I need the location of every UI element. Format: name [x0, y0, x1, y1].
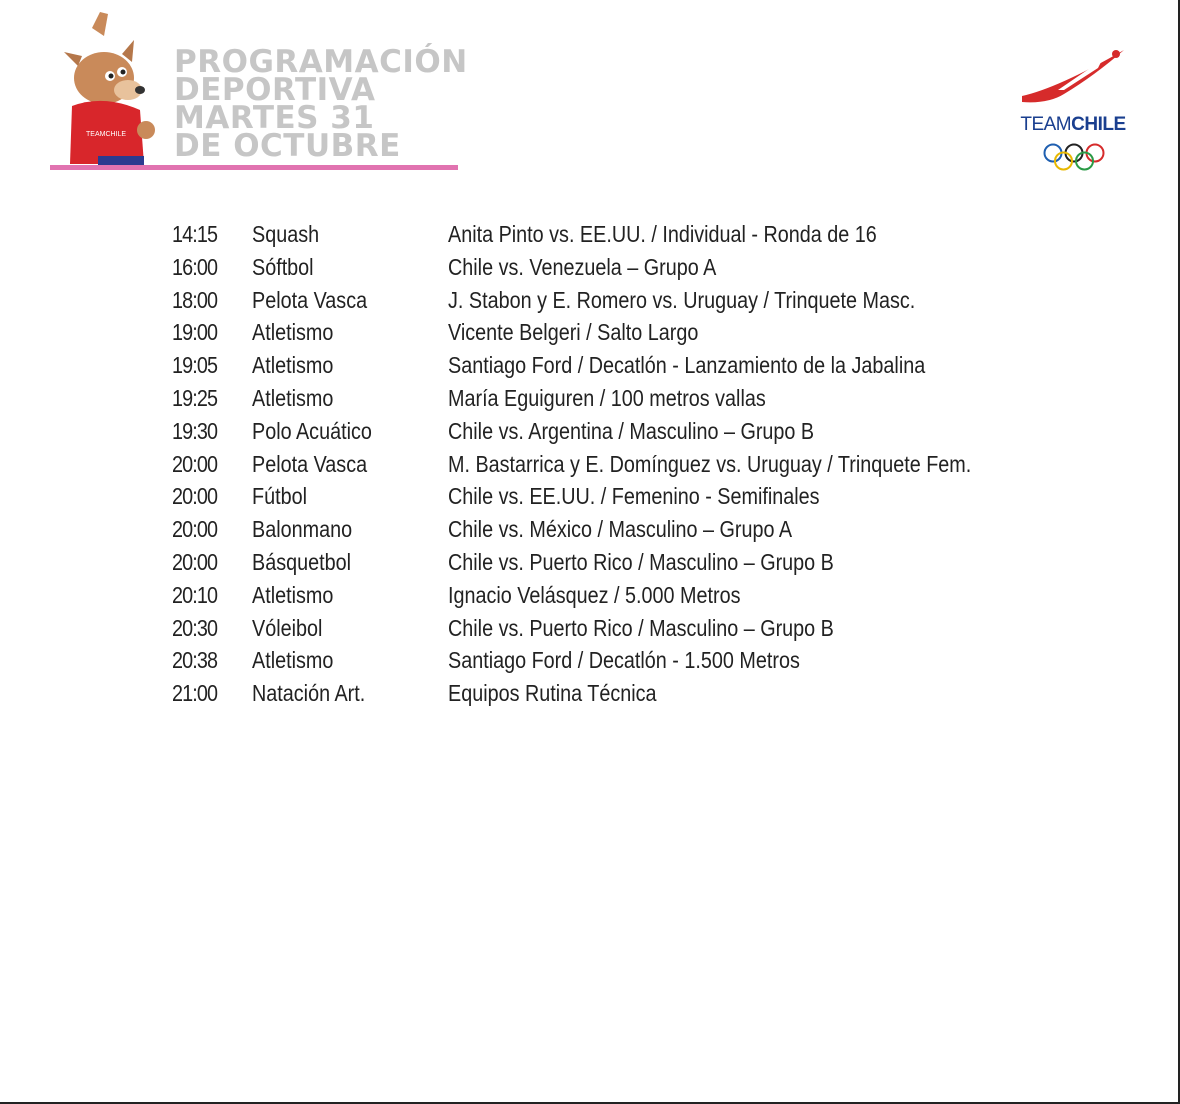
- schedule-row: [172, 480, 1056, 513]
- schedule-time: 20:00: [172, 450, 218, 477]
- olympic-rings-icon: [1042, 142, 1106, 172]
- team-chile-logo: [1014, 44, 1134, 174]
- title-line-1: PROGRAMACIÓN: [174, 44, 468, 80]
- schedule-row: [172, 612, 1056, 645]
- schedule-time: 20:10: [172, 581, 218, 608]
- schedule-time: 20:00: [172, 483, 218, 510]
- schedule-event: Ignacio Velásquez / 5.000 Metros: [448, 581, 741, 608]
- schedule-event: Chile vs. Argentina / Masculino – Grupo B: [448, 417, 815, 444]
- page-title: [174, 44, 468, 164]
- schedule-sport: Atletismo: [252, 319, 334, 346]
- title-line-2: DEPORTIVA: [174, 72, 376, 108]
- schedule-event: María Eguiguren / 100 metros vallas: [448, 384, 766, 411]
- schedule-sport: Básquetbol: [252, 548, 351, 575]
- title-underline: [50, 165, 458, 170]
- schedule-event: Chile vs. Puerto Rico / Masculino – Grupo B: [448, 548, 834, 575]
- schedule-list: [172, 218, 1056, 710]
- schedule-sport: Atletismo: [252, 384, 334, 411]
- schedule-row: [172, 316, 1056, 349]
- schedule-row: [172, 677, 1056, 710]
- schedule-sport: Sóftbol: [252, 253, 314, 280]
- schedule-event: Chile vs. Venezuela – Grupo A: [448, 253, 717, 280]
- schedule-sport: Atletismo: [252, 581, 334, 608]
- schedule-event: Chile vs. Puerto Rico / Masculino – Grupo B: [448, 614, 834, 641]
- title-line-3: MARTES 31: [174, 100, 375, 136]
- svg-text:TEAMCHILE: TEAMCHILE: [86, 131, 127, 138]
- schedule-event: J. Stabon y E. Romero vs. Uruguay / Trinquete Masc.: [448, 286, 916, 313]
- schedule-row: [172, 513, 1056, 546]
- schedule-row: [172, 415, 1056, 448]
- flame-icon: [1018, 46, 1130, 110]
- schedule-sport: Atletismo: [252, 352, 334, 379]
- logo-wordmark: TEAMCHILE: [1020, 114, 1126, 135]
- schedule-time: 20:00: [172, 548, 218, 575]
- schedule-time: 18:00: [172, 286, 218, 313]
- schedule-event: Chile vs. México / Masculino – Grupo A: [448, 516, 793, 543]
- schedule-event: Santiago Ford / Decatlón - Lanzamiento de la Jabalina: [448, 352, 926, 379]
- schedule-time: 20:00: [172, 516, 218, 543]
- schedule-time: 14:15: [172, 221, 218, 247]
- schedule-event: Equipos Rutina Técnica: [448, 680, 657, 707]
- schedule-time: 21:00: [172, 680, 218, 707]
- schedule-event: Anita Pinto vs. EE.UU. / Individual - Ronda de 16: [448, 221, 877, 247]
- schedule-time: 19:00: [172, 319, 218, 346]
- schedule-sport: Atletismo: [252, 647, 334, 674]
- schedule-sport: Polo Acuático: [252, 417, 372, 444]
- schedule-event: Chile vs. EE.UU. / Femenino - Semifinales: [448, 483, 820, 510]
- schedule-time: 16:00: [172, 253, 218, 280]
- schedule-row: [172, 251, 1056, 284]
- schedule-event: Vicente Belgeri / Salto Largo: [448, 319, 699, 346]
- schedule-time: 20:38: [172, 647, 218, 674]
- schedule-row: [172, 579, 1056, 612]
- title-line-4: DE OCTUBRE: [174, 128, 401, 164]
- schedule-sport: Natación Art.: [252, 680, 366, 707]
- schedule-sport: Fútbol: [252, 483, 307, 510]
- schedule-row: [172, 382, 1056, 415]
- schedule-row: [172, 218, 1056, 251]
- schedule-row: [172, 284, 1056, 317]
- schedule-time: 20:30: [172, 614, 218, 641]
- mascot-illustration: [48, 6, 166, 170]
- schedule-sport: Pelota Vasca: [252, 286, 368, 313]
- schedule-sport: Balonmano: [252, 516, 353, 543]
- schedule-sport: Pelota Vasca: [252, 450, 368, 477]
- schedule-event: Santiago Ford / Decatlón - 1.500 Metros: [448, 647, 800, 674]
- schedule-time: 19:30: [172, 417, 218, 444]
- schedule-row: [172, 644, 1056, 677]
- schedule-time: 19:25: [172, 384, 218, 411]
- schedule-row: [172, 448, 1056, 481]
- schedule-row: [172, 546, 1056, 579]
- schedule-sport: Vóleibol: [252, 614, 323, 641]
- schedule-event: M. Bastarrica y E. Domínguez vs. Uruguay / Trinquete Fem.: [448, 450, 972, 477]
- schedule-time: 19:05: [172, 352, 218, 379]
- schedule-row: [172, 349, 1056, 382]
- schedule-sport: Squash: [252, 221, 320, 247]
